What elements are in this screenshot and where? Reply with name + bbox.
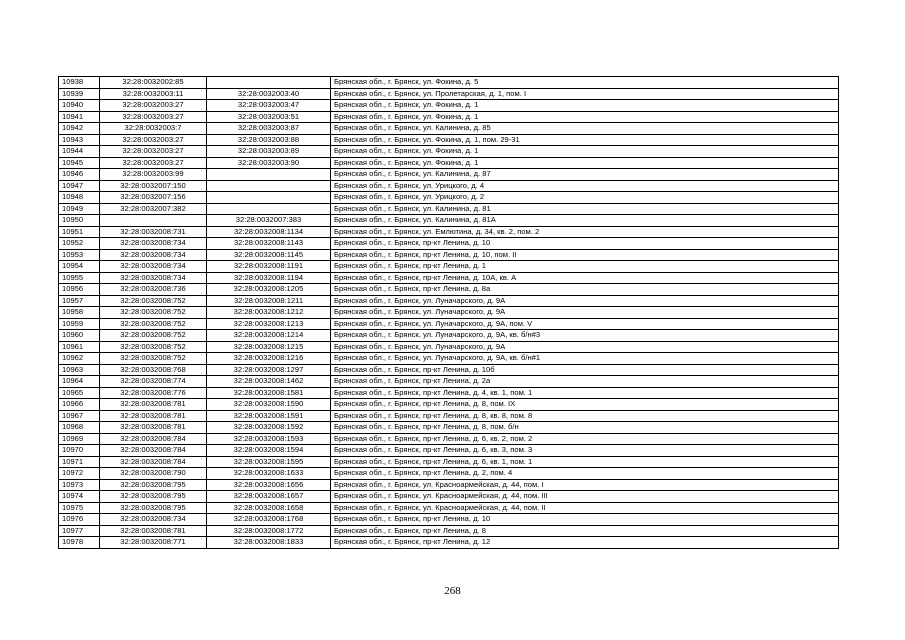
table-row	[59, 249, 839, 261]
table-row	[59, 226, 839, 238]
table-row	[59, 364, 839, 376]
parcel-cadastral-number-cell: 32:28:0032008:781	[100, 422, 207, 434]
address-cell: Брянская обл., г. Брянск, пр-кт Ленина, д. 1	[331, 261, 839, 273]
object-cadastral-number-cell: 32:28:0032003:51	[207, 111, 331, 123]
address-cell: Брянская обл., г. Брянск, ул. Луначарского, д. 9А	[331, 295, 839, 307]
record-number-cell: 10951	[59, 226, 100, 238]
object-cadastral-number-cell: 32:28:0032003:40	[207, 88, 331, 100]
parcel-cadastral-number-cell: 32:28:0032003:27	[100, 111, 207, 123]
object-cadastral-number-cell: 32:28:0032008:1658	[207, 502, 331, 514]
object-cadastral-number-cell: 32:28:0032008:1833	[207, 537, 331, 549]
record-number-cell: 10977	[59, 525, 100, 537]
record-number-cell: 10957	[59, 295, 100, 307]
address-cell: Брянская обл., г. Брянск, пр-кт Ленина, д. 10, пом. II	[331, 249, 839, 261]
table-row	[59, 169, 839, 181]
record-number-cell: 10948	[59, 192, 100, 204]
object-cadastral-number-cell: 32:28:0032008:1595	[207, 456, 331, 468]
parcel-cadastral-number-cell: 32:28:0032007:150	[100, 180, 207, 192]
address-cell: Брянская обл., г. Брянск, пр-кт Ленина, д. 8	[331, 525, 839, 537]
record-number-cell: 10978	[59, 537, 100, 549]
table-row	[59, 468, 839, 480]
parcel-cadastral-number-cell: 32:28:0032008:795	[100, 502, 207, 514]
address-cell: Брянская обл., г. Брянск, пр-кт Ленина, д. 10А, кв. А	[331, 272, 839, 284]
address-cell: Брянская обл., г. Брянск, ул. Красноармейская, д. 44, пом. III	[331, 491, 839, 503]
table-row	[59, 330, 839, 342]
address-cell: Брянская обл., г. Брянск, ул. Фокина, д. 1	[331, 100, 839, 112]
table-row	[59, 88, 839, 100]
parcel-cadastral-number-cell: 32:28:0032003:11	[100, 88, 207, 100]
address-cell: Брянская обл., г. Брянск, ул. Пролетарская, д. 1, пом. I	[331, 88, 839, 100]
object-cadastral-number-cell: 32:28:0032008:1191	[207, 261, 331, 273]
record-number-cell: 10975	[59, 502, 100, 514]
record-number-cell: 10974	[59, 491, 100, 503]
record-number-cell: 10964	[59, 376, 100, 388]
parcel-cadastral-number-cell: 32:28:0032008:784	[100, 445, 207, 457]
parcel-cadastral-number-cell: 32:28:0032008:752	[100, 295, 207, 307]
table-row	[59, 399, 839, 411]
address-cell: Брянская обл., г. Брянск, ул. Калинина, д. 81	[331, 203, 839, 215]
table-row	[59, 192, 839, 204]
object-cadastral-number-cell	[207, 180, 331, 192]
table-row	[59, 307, 839, 319]
parcel-cadastral-number-cell: 32:28:0032008:734	[100, 514, 207, 526]
record-number-cell: 10944	[59, 146, 100, 158]
table-row	[59, 111, 839, 123]
object-cadastral-number-cell: 32:28:0032007:383	[207, 215, 331, 227]
address-cell: Брянская обл., г. Брянск, пр-кт Ленина, д. 8а	[331, 284, 839, 296]
parcel-cadastral-number-cell: 32:28:0032008:752	[100, 353, 207, 365]
parcel-cadastral-number-cell: 32:28:0032008:790	[100, 468, 207, 480]
parcel-cadastral-number-cell: 32:28:0032008:781	[100, 410, 207, 422]
address-cell: Брянская обл., г. Брянск, ул. Красноармейская, д. 44, пом. I	[331, 479, 839, 491]
object-cadastral-number-cell: 32:28:0032008:1768	[207, 514, 331, 526]
parcel-cadastral-number-cell: 32:28:0032008:774	[100, 376, 207, 388]
record-number-cell: 10949	[59, 203, 100, 215]
address-cell: Брянская обл., г. Брянск, ул. Урицкого, д. 2	[331, 192, 839, 204]
object-cadastral-number-cell: 32:28:0032008:1211	[207, 295, 331, 307]
table-row	[59, 479, 839, 491]
table-row	[59, 284, 839, 296]
address-cell: Брянская обл., г. Брянск, пр-кт Ленина, д. 2, пом. 4	[331, 468, 839, 480]
record-number-cell: 10953	[59, 249, 100, 261]
table-row	[59, 353, 839, 365]
page-number: 268	[444, 585, 461, 597]
record-number-cell: 10947	[59, 180, 100, 192]
record-number-cell: 10970	[59, 445, 100, 457]
record-number-cell: 10939	[59, 88, 100, 100]
address-cell: Брянская обл., г. Брянск, ул. Луначарского, д. 9А	[331, 341, 839, 353]
address-cell: Брянская обл., г. Брянск, ул. Фокина, д. 5	[331, 77, 839, 89]
record-number-cell: 10938	[59, 77, 100, 89]
record-number-cell: 10967	[59, 410, 100, 422]
object-cadastral-number-cell: 32:28:0032008:1145	[207, 249, 331, 261]
parcel-cadastral-number-cell: 32:28:0032003:27	[100, 134, 207, 146]
record-number-cell: 10972	[59, 468, 100, 480]
parcel-cadastral-number-cell: 32:28:0032003:99	[100, 169, 207, 181]
record-number-cell: 10955	[59, 272, 100, 284]
record-number-cell: 10960	[59, 330, 100, 342]
object-cadastral-number-cell: 32:28:0032008:1592	[207, 422, 331, 434]
record-number-cell: 10968	[59, 422, 100, 434]
table-row	[59, 215, 839, 227]
parcel-cadastral-number-cell: 32:28:0032008:795	[100, 491, 207, 503]
object-cadastral-number-cell: 32:28:0032008:1213	[207, 318, 331, 330]
object-cadastral-number-cell: 32:28:0032008:1212	[207, 307, 331, 319]
table-row	[59, 180, 839, 192]
object-cadastral-number-cell	[207, 203, 331, 215]
record-number-cell: 10940	[59, 100, 100, 112]
object-cadastral-number-cell	[207, 77, 331, 89]
parcel-cadastral-number-cell: 32:28:0032008:784	[100, 456, 207, 468]
address-cell: Брянская обл., г. Брянск, пр-кт Ленина, д. 8, пом. IX	[331, 399, 839, 411]
parcel-cadastral-number-cell: 32:28:0032003:27	[100, 157, 207, 169]
object-cadastral-number-cell: 32:28:0032003:87	[207, 123, 331, 135]
record-number-cell: 10966	[59, 399, 100, 411]
object-cadastral-number-cell: 32:28:0032003:47	[207, 100, 331, 112]
object-cadastral-number-cell: 32:28:0032008:1581	[207, 387, 331, 399]
address-cell: Брянская обл., г. Брянск, пр-кт Ленина, д. 2а	[331, 376, 839, 388]
record-number-cell: 10954	[59, 261, 100, 273]
parcel-cadastral-number-cell: 32:28:0032008:736	[100, 284, 207, 296]
parcel-cadastral-number-cell: 32:28:0032003:7	[100, 123, 207, 135]
address-cell: Брянская обл., г. Брянск, пр-кт Ленина, д. 10	[331, 238, 839, 250]
object-cadastral-number-cell	[207, 192, 331, 204]
table-row	[59, 238, 839, 250]
address-cell: Брянская обл., г. Брянск, ул. Фокина, д. 1, пом. 29-31	[331, 134, 839, 146]
parcel-cadastral-number-cell: 32:28:0032003:27	[100, 100, 207, 112]
address-cell: Брянская обл., г. Брянск, ул. Луначарского, д. 9А, пом. V	[331, 318, 839, 330]
parcel-cadastral-number-cell: 32:28:0032003:27	[100, 146, 207, 158]
object-cadastral-number-cell: 32:28:0032008:1594	[207, 445, 331, 457]
address-cell: Брянская обл., г. Брянск, ул. Красноармейская, д. 44, пом. II	[331, 502, 839, 514]
address-cell: Брянская обл., г. Брянск, ул. Урицкого, д. 4	[331, 180, 839, 192]
parcel-cadastral-number-cell: 32:28:0032008:734	[100, 249, 207, 261]
address-cell: Брянская обл., г. Брянск, ул. Калинина, д. 81А	[331, 215, 839, 227]
table-row	[59, 157, 839, 169]
parcel-cadastral-number-cell: 32:28:0032008:781	[100, 399, 207, 411]
parcel-cadastral-number-cell: 32:28:0032008:731	[100, 226, 207, 238]
address-cell: Брянская обл., г. Брянск, ул. Калинина, д. 85	[331, 123, 839, 135]
record-number-cell: 10943	[59, 134, 100, 146]
address-cell: Брянская обл., г. Брянск, ул. Фокина, д. 1	[331, 157, 839, 169]
table-row	[59, 100, 839, 112]
table-row	[59, 123, 839, 135]
table-row	[59, 318, 839, 330]
address-cell: Брянская обл., г. Брянск, ул. Емлютина, д. 34, кв. 2, пом. 2	[331, 226, 839, 238]
record-number-cell: 10976	[59, 514, 100, 526]
table-row	[59, 537, 839, 549]
parcel-cadastral-number-cell: 32:28:0032007:156	[100, 192, 207, 204]
table-row	[59, 422, 839, 434]
table-row	[59, 203, 839, 215]
table-row	[59, 514, 839, 526]
record-number-cell: 10959	[59, 318, 100, 330]
table-row	[59, 525, 839, 537]
address-cell: Брянская обл., г. Брянск, ул. Фокина, д. 1	[331, 146, 839, 158]
object-cadastral-number-cell: 32:28:0032003:88	[207, 134, 331, 146]
parcel-cadastral-number-cell: 32:28:0032008:752	[100, 307, 207, 319]
record-number-cell: 10956	[59, 284, 100, 296]
record-number-cell: 10946	[59, 169, 100, 181]
table-row	[59, 502, 839, 514]
object-cadastral-number-cell: 32:28:0032008:1593	[207, 433, 331, 445]
table-row	[59, 261, 839, 273]
object-cadastral-number-cell: 32:28:0032008:1194	[207, 272, 331, 284]
record-number-cell: 10963	[59, 364, 100, 376]
object-cadastral-number-cell: 32:28:0032008:1134	[207, 226, 331, 238]
parcel-cadastral-number-cell: 32:28:0032008:752	[100, 330, 207, 342]
address-cell: Брянская обл., г. Брянск, ул. Луначарского, д. 9А, кв. б/н#1	[331, 353, 839, 365]
table-row	[59, 410, 839, 422]
registry-table	[58, 76, 839, 549]
address-cell: Брянская обл., г. Брянск, пр-кт Ленина, д. 8, пом. б/н	[331, 422, 839, 434]
parcel-cadastral-number-cell: 32:28:0032008:752	[100, 318, 207, 330]
address-cell: Брянская обл., г. Брянск, пр-кт Ленина, д. 10	[331, 514, 839, 526]
object-cadastral-number-cell: 32:28:0032008:1215	[207, 341, 331, 353]
parcel-cadastral-number-cell: 32:28:0032008:784	[100, 433, 207, 445]
parcel-cadastral-number-cell: 32:28:0032008:771	[100, 537, 207, 549]
address-cell: Брянская обл., г. Брянск, пр-кт Ленина, д. 4, кв. 1, пом. 1	[331, 387, 839, 399]
object-cadastral-number-cell: 32:28:0032008:1462	[207, 376, 331, 388]
object-cadastral-number-cell: 32:28:0032008:1143	[207, 238, 331, 250]
record-number-cell: 10952	[59, 238, 100, 250]
parcel-cadastral-number-cell: 32:28:0032007:382	[100, 203, 207, 215]
address-cell: Брянская обл., г. Брянск, ул. Калинина, д. 87	[331, 169, 839, 181]
address-cell: Брянская обл., г. Брянск, пр-кт Ленина, д. 6, кв. 2, пом. 2	[331, 433, 839, 445]
parcel-cadastral-number-cell: 32:28:0032008:752	[100, 341, 207, 353]
record-number-cell: 10969	[59, 433, 100, 445]
table-row	[59, 146, 839, 158]
parcel-cadastral-number-cell: 32:28:0032008:781	[100, 525, 207, 537]
object-cadastral-number-cell: 32:28:0032008:1657	[207, 491, 331, 503]
table-row	[59, 456, 839, 468]
address-cell: Брянская обл., г. Брянск, пр-кт Ленина, д. 8, кв. 8, пом. 8	[331, 410, 839, 422]
record-number-cell: 10945	[59, 157, 100, 169]
address-cell: Брянская обл., г. Брянск, пр-кт Ленина, д. 10б	[331, 364, 839, 376]
object-cadastral-number-cell: 32:28:0032008:1216	[207, 353, 331, 365]
record-number-cell: 10973	[59, 479, 100, 491]
address-cell: Брянская обл., г. Брянск, пр-кт Ленина, д. 12	[331, 537, 839, 549]
object-cadastral-number-cell: 32:28:0032008:1297	[207, 364, 331, 376]
address-cell: Брянская обл., г. Брянск, ул. Фокина, д. 1	[331, 111, 839, 123]
parcel-cadastral-number-cell: 32:28:0032008:776	[100, 387, 207, 399]
record-number-cell: 10941	[59, 111, 100, 123]
object-cadastral-number-cell: 32:28:0032003:89	[207, 146, 331, 158]
record-number-cell: 10958	[59, 307, 100, 319]
parcel-cadastral-number-cell: 32:28:0032008:768	[100, 364, 207, 376]
table-row	[59, 433, 839, 445]
parcel-cadastral-number-cell: 32:28:0032008:734	[100, 272, 207, 284]
table-row	[59, 491, 839, 503]
address-cell: Брянская обл., г. Брянск, пр-кт Ленина, д. 6, кв. 1, пом. 1	[331, 456, 839, 468]
record-number-cell: 10965	[59, 387, 100, 399]
table-row	[59, 341, 839, 353]
parcel-cadastral-number-cell	[100, 215, 207, 227]
table-row	[59, 295, 839, 307]
table-row	[59, 387, 839, 399]
object-cadastral-number-cell: 32:28:0032008:1772	[207, 525, 331, 537]
object-cadastral-number-cell	[207, 169, 331, 181]
address-cell: Брянская обл., г. Брянск, ул. Луначарского, д. 9А	[331, 307, 839, 319]
address-cell: Брянская обл., г. Брянск, ул. Луначарского, д. 9А, кв. б/н#3	[331, 330, 839, 342]
object-cadastral-number-cell: 32:28:0032008:1656	[207, 479, 331, 491]
table-row	[59, 77, 839, 89]
registry-table-body	[59, 77, 839, 549]
table-row	[59, 272, 839, 284]
object-cadastral-number-cell: 32:28:0032008:1214	[207, 330, 331, 342]
parcel-cadastral-number-cell: 32:28:0032008:734	[100, 238, 207, 250]
parcel-cadastral-number-cell: 32:28:0032008:734	[100, 261, 207, 273]
record-number-cell: 10950	[59, 215, 100, 227]
object-cadastral-number-cell: 32:28:0032003:90	[207, 157, 331, 169]
address-cell: Брянская обл., г. Брянск, пр-кт Ленина, д. 6, кв. 3, пом. 3	[331, 445, 839, 457]
parcel-cadastral-number-cell: 32:28:0032002:85	[100, 77, 207, 89]
table-row	[59, 134, 839, 146]
object-cadastral-number-cell: 32:28:0032008:1633	[207, 468, 331, 480]
object-cadastral-number-cell: 32:28:0032008:1205	[207, 284, 331, 296]
record-number-cell: 10971	[59, 456, 100, 468]
table-row	[59, 376, 839, 388]
record-number-cell: 10961	[59, 341, 100, 353]
table-row	[59, 445, 839, 457]
parcel-cadastral-number-cell: 32:28:0032008:795	[100, 479, 207, 491]
object-cadastral-number-cell: 32:28:0032008:1591	[207, 410, 331, 422]
record-number-cell: 10942	[59, 123, 100, 135]
object-cadastral-number-cell: 32:28:0032008:1590	[207, 399, 331, 411]
record-number-cell: 10962	[59, 353, 100, 365]
